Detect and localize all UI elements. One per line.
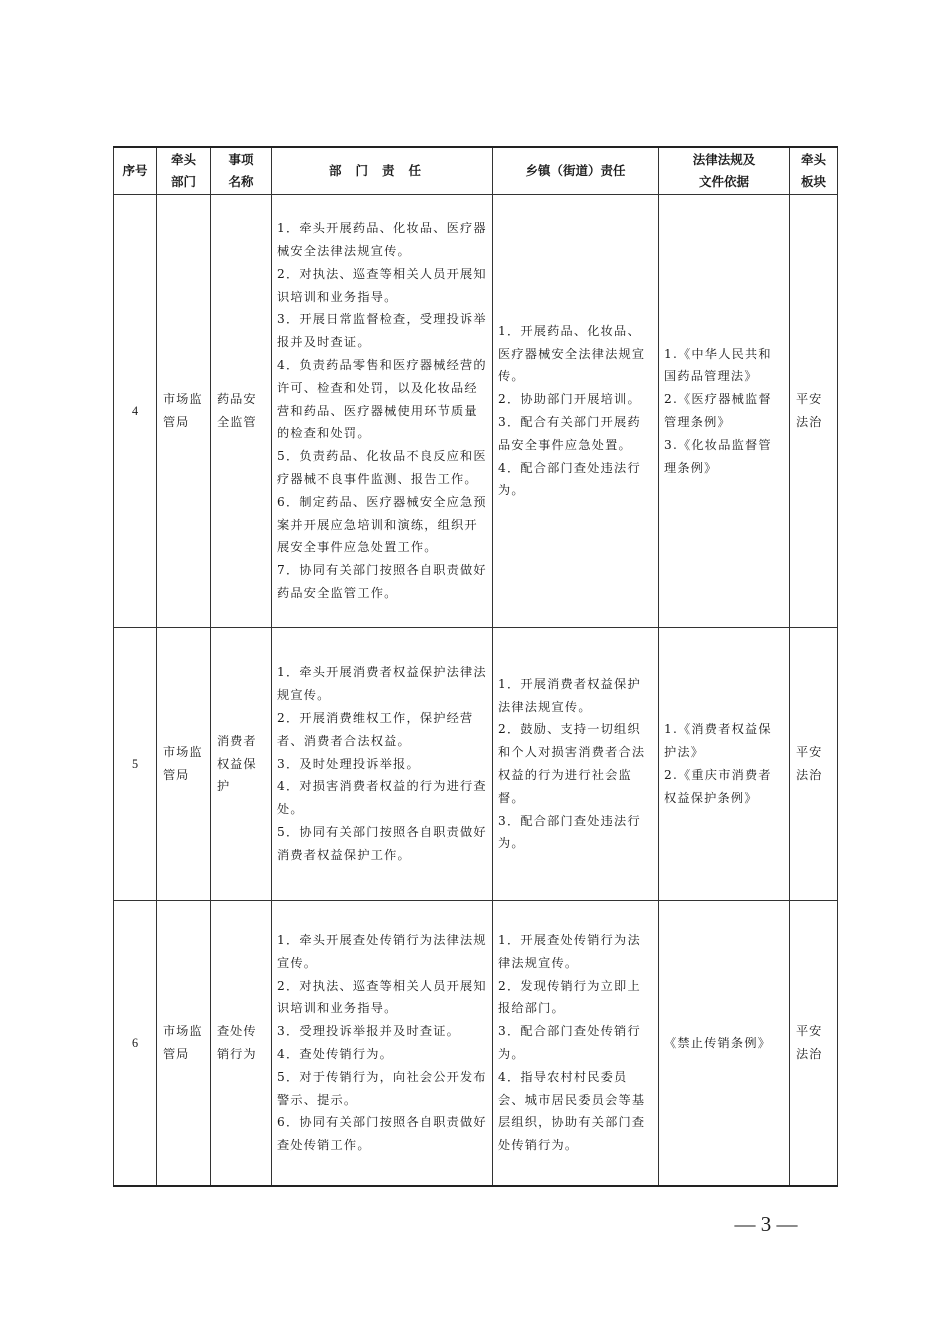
list-item: 5．协同有关部门按照各自职责做好消费者权益保护工作。 <box>277 824 487 862</box>
list-item: 6．制定药品、医疗器械安全应急预案并开展应急培训和演练，组织开展安全事件应急处置工作。 <box>277 494 487 555</box>
responsibility-table <box>113 146 838 1187</box>
list-item: 3．开展日常监督检查，受理投诉举报并及时查证。 <box>277 312 487 350</box>
list-item: 5．负责药品、化妆品不良反应和医疗器械不良事件监测、报告工作。 <box>277 449 487 486</box>
lead-dept: 市场监管局 <box>157 901 211 1187</box>
item-name: 消费者权益保护 <box>211 628 272 901</box>
dept-resp <box>272 901 493 1187</box>
list-item: 1．牵头开展消费者权益保护法律法规宣传。 <box>277 665 487 703</box>
list-item: 2．协助部门开展培训。 <box>498 392 641 407</box>
legal-basis <box>659 195 790 628</box>
list-item: 4．查处传销行为。 <box>277 1047 394 1061</box>
dept-resp <box>272 628 493 901</box>
item-name: 药品安全监管 <box>211 195 272 628</box>
header-lead-dept: 牵头 部门 <box>157 147 211 195</box>
list-item: 《禁止传销条例》 <box>664 1035 772 1050</box>
list-item: 1．开展药品、化妆品、医疗器械安全法律法规宣传。 <box>498 323 646 384</box>
list-item: 2．发现传销行为立即上报给部门。 <box>498 978 641 1016</box>
table-row <box>114 195 838 628</box>
legal-basis <box>659 901 790 1187</box>
item-name: 查处传销行为 <box>211 901 272 1187</box>
list-item: 4．配合部门查处违法行为。 <box>498 460 641 498</box>
list-item: 1．开展消费者权益保护法律法规宣传。 <box>498 676 641 714</box>
row-index: 5 <box>114 628 157 901</box>
list-item: 1.《中华人民共和国药品管理法》 <box>664 346 772 384</box>
list-item: 3．配合部门查处违法行为。 <box>498 813 641 851</box>
row-index: 6 <box>114 901 157 1187</box>
list-item: 2．开展消费维权工作，保护经营者、消费者合法权益。 <box>277 711 474 748</box>
header-legal-basis: 法律法规及 文件依据 <box>659 147 790 195</box>
row-index: 4 <box>114 195 157 628</box>
list-item: 4．指导农村村民委员会、城市居民委员会等基层组织，协助有关部门查处传销行为。 <box>498 1069 646 1153</box>
lead-block: 平安法治 <box>790 628 838 901</box>
table-row <box>114 901 838 1187</box>
header-town-resp: 乡镇（街道）责任 <box>493 147 659 195</box>
list-item: 3．及时处理投诉举报。 <box>277 756 420 771</box>
table-row <box>114 628 838 901</box>
list-item: 3．受理投诉举报并及时查证。 <box>277 1024 460 1039</box>
lead-block: 平安法治 <box>790 195 838 628</box>
list-item: 1．牵头开展药品、化妆品、医疗器械安全法律法规宣传。 <box>277 221 487 259</box>
list-item: 3．配合有关部门开展药品安全事件应急处置。 <box>498 415 641 452</box>
list-item: 7．协同有关部门按照各自职责做好药品安全监管工作。 <box>277 563 487 600</box>
header-index: 序号 <box>114 147 157 195</box>
town-resp <box>493 195 659 628</box>
town-resp <box>493 901 659 1187</box>
dept-resp <box>272 195 493 628</box>
lead-dept: 市场监管局 <box>157 195 211 628</box>
list-item: 4．对损害消费者权益的行为进行查处。 <box>277 779 487 817</box>
header-dept-resp: 部门责任 <box>272 147 493 195</box>
list-item: 5．对于传销行为，向社会公开发布警示、提示。 <box>277 1069 487 1107</box>
list-item: 1．开展查处传销行为法律法规宣传。 <box>498 933 641 970</box>
lead-dept: 市场监管局 <box>157 628 211 901</box>
list-item: 2．鼓励、支持一切组织和个人对损害消费者合法权益的行为进行社会监督。 <box>498 722 646 805</box>
page-number: — 3 — <box>734 1212 798 1236</box>
header-item-name: 事项 名称 <box>211 147 272 195</box>
list-item: 3．配合部门查处传销行为。 <box>498 1024 641 1061</box>
town-resp <box>493 628 659 901</box>
list-item: 2.《重庆市消费者权益保护条例》 <box>664 768 772 805</box>
list-item: 1．牵头开展查处传销行为法律法规宣传。 <box>277 933 487 970</box>
list-item: 6．协同有关部门按照各自职责做好查处传销工作。 <box>277 1115 487 1153</box>
list-item: 4．负责药品零售和医疗器械经营的许可、检查和处罚，以及化妆品经营和药品、医疗器械使用环节质量的检查和处罚。 <box>277 358 487 441</box>
list-item: 2．对执法、巡查等相关人员开展知识培训和业务指导。 <box>277 266 487 304</box>
list-item: 1.《消费者权益保护法》 <box>664 722 772 760</box>
list-item: 2.《医疗器械监督管理条例》 <box>664 392 772 429</box>
header-lead-block: 牵头 板块 <box>790 147 838 195</box>
lead-block: 平安法治 <box>790 901 838 1187</box>
list-item: 3.《化妆品监督管理条例》 <box>664 437 772 475</box>
table-header-row <box>114 147 838 195</box>
list-item: 2．对执法、巡查等相关人员开展知识培训和业务指导。 <box>277 978 487 1016</box>
legal-basis <box>659 628 790 901</box>
